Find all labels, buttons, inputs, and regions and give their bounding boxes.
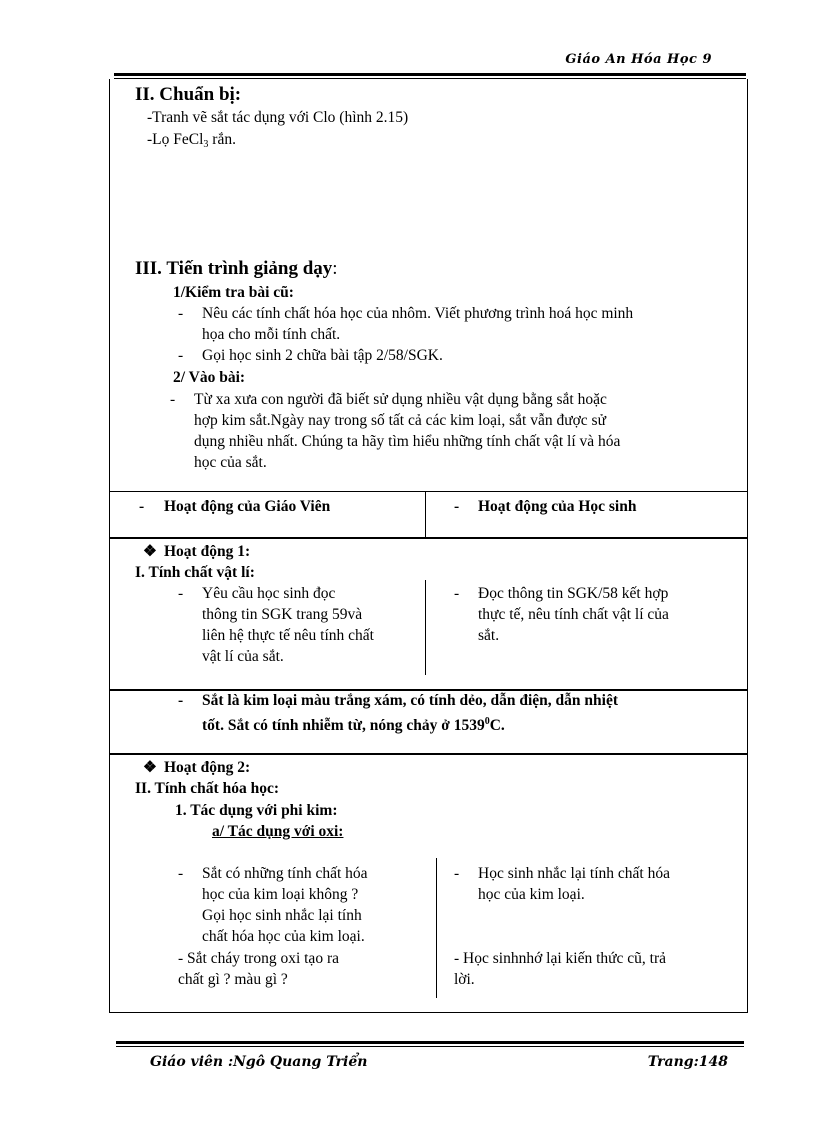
dash: - <box>454 498 460 515</box>
activity1-divider <box>425 580 426 675</box>
sub2-line-1: Từ xa xưa con người đã biết sử dụng nhiều vật dụng bằng sắt hoặc <box>194 391 607 408</box>
dash: - <box>454 585 460 602</box>
section2-item-2: -Lọ FeCl$_3$ rắn. <box>147 131 236 150</box>
activity2-teacher-5: - Sắt cháy trong oxi tạo ra <box>178 950 339 967</box>
header-title: Giáo An Hóa Học 9 <box>565 52 712 67</box>
diamond-icon: ❖ <box>143 759 157 776</box>
dash: - <box>454 865 460 882</box>
activity2-teacher-4: chất hóa học của kim loại. <box>202 928 365 945</box>
footer-teacher: Giáo viên :Ngô Quang Triển <box>150 1054 368 1070</box>
activity2-student-1: Học sinh nhắc lại tính chất hóa <box>478 865 670 882</box>
footer-rule <box>116 1041 744 1044</box>
dash: - <box>178 585 184 602</box>
section2-heading: II. Chuẩn bị: <box>135 84 242 105</box>
sub1-item-1: Nêu các tính chất hóa học của nhôm. Viết phương trình hoá học minh <box>202 305 634 322</box>
activity2-title: Hoạt động 2: <box>164 759 251 776</box>
footer-rule-thin <box>116 1046 744 1047</box>
activity1-teacher-2: thông tin SGK trang 59và <box>202 606 363 623</box>
dash: - <box>139 498 145 515</box>
header-rule <box>114 73 746 76</box>
activity1-student-1: Đọc thông tin SGK/58 kết hợp <box>478 585 669 602</box>
activity2-subsub: a/ Tác dụng với oxi: <box>212 823 344 840</box>
section3-sub2: 2/ Vào bài: <box>173 369 246 386</box>
dash: - <box>178 347 184 364</box>
dash: - <box>178 692 184 709</box>
activity2-teacher-6: chất gì ? màu gì ? <box>178 971 288 988</box>
activity2-student-3: - Học sinhnhớ lại kiến thức cũ, trả <box>454 950 667 967</box>
diamond-icon: ❖ <box>143 543 157 560</box>
activity2-section: II. Tính chất hóa học: <box>135 780 279 797</box>
table-header-student: Hoạt động của Học sinh <box>478 498 637 515</box>
activity2-sub: 1. Tác dụng với phi kim: <box>175 802 338 819</box>
section2-item-1: -Tranh vẽ sắt tác dụng với Clo (hình 2.15) <box>147 109 409 126</box>
activity1-teacher-3: liên hệ thực tế nêu tính chất <box>202 627 374 644</box>
footer-page: Trang:148 <box>647 1054 728 1070</box>
activity2-teacher-1: Sắt có những tính chất hóa <box>202 865 368 882</box>
activity1-student-2: thực tế, nêu tính chất vật lí của <box>478 606 669 623</box>
activity2-divider <box>436 858 437 998</box>
activity1-title: Hoạt động 1: <box>164 543 251 560</box>
conclusion-line-1: Sắt là kim loại màu trắng xám, có tính dẻo, dẫn điện, dẫn nhiệt <box>202 692 618 709</box>
section3-sub1: 1/Kiểm tra bài cũ: <box>173 284 294 301</box>
header-divider <box>425 492 426 537</box>
activity2-teacher-3: Gọi học sinh nhắc lại tính <box>202 907 362 924</box>
sub1-item-2: Gọi học sinh 2 chữa bài tập 2/58/SGK. <box>202 347 443 364</box>
activity1-student-3: sắt. <box>478 627 500 644</box>
dash: - <box>170 391 176 408</box>
activity2-student-4: lời. <box>454 971 475 988</box>
table-header-teacher: Hoạt động của Giáo Viên <box>164 498 331 515</box>
dash: - <box>178 865 184 882</box>
sub2-line-3: dụng nhiều nhất. Chúng ta hãy tìm hiểu những tính chất vật lí và hóa <box>194 433 621 450</box>
sub2-line-4: học của sắt. <box>194 454 267 471</box>
activity2-teacher-2: học của kim loại không ? <box>202 886 359 903</box>
activity1-teacher-4: vật lí của sắt. <box>202 648 284 665</box>
conclusion-line-2: tốt. Sắt có tính nhiễm từ, nóng chảy ở 1539$^0$C. <box>202 716 505 734</box>
activity1-teacher-1: Yêu cầu học sinh đọc <box>202 585 336 602</box>
sub2-line-2: hợp kim sắt.Ngày nay trong số tất cả các kim loại, sắt vẫn được sử <box>194 412 606 429</box>
activity2-student-2: học của kim loại. <box>478 886 585 903</box>
sub1-item-1-cont: họa cho mỗi tính chất. <box>202 326 341 343</box>
activity1-section: I. Tính chất vật lí: <box>135 564 255 581</box>
dash: - <box>178 305 184 322</box>
section3-heading: III. Tiến trình giảng dạy: <box>135 258 338 279</box>
